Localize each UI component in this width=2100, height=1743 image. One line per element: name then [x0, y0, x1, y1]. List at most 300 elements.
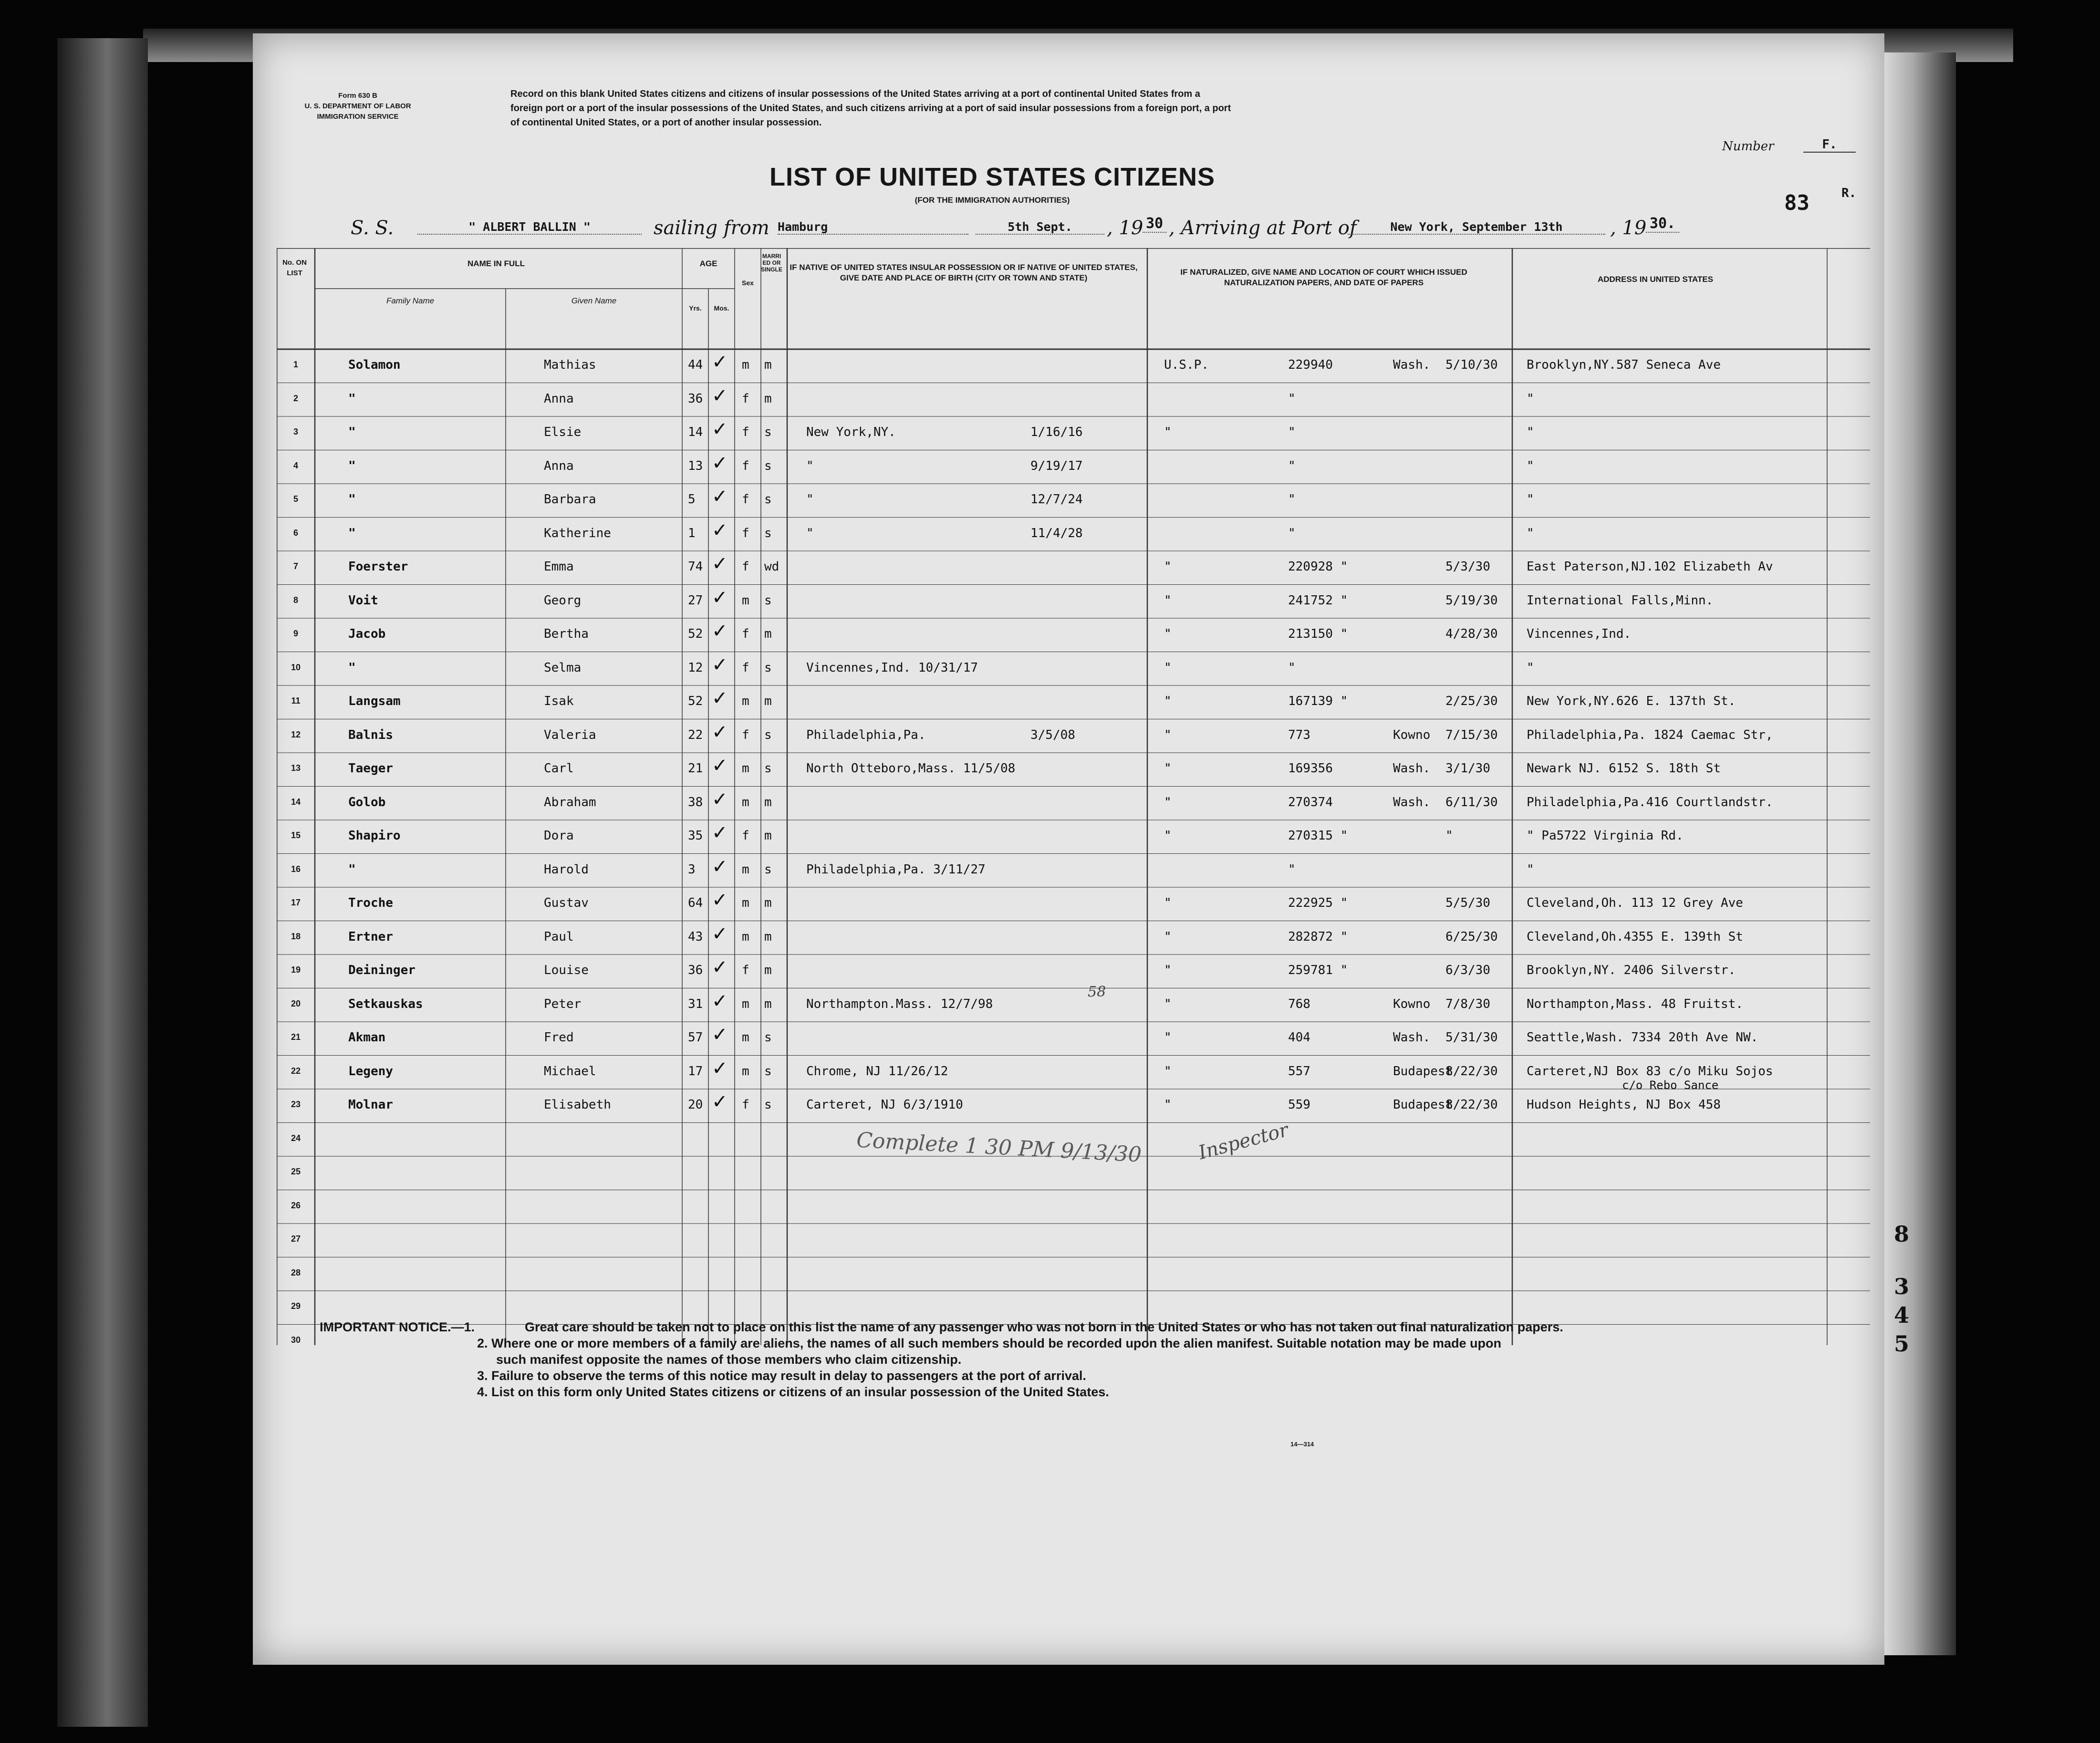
family-name: Troche [348, 896, 393, 910]
address: Brooklyn,NY. 2406 Silverstr. [1527, 963, 1736, 977]
marital-status: m [764, 627, 772, 641]
family-name: Setkauskas [348, 996, 423, 1011]
checkmark-icon: ✓ [712, 418, 728, 440]
checkmark-icon: ✓ [712, 687, 728, 709]
checkmark-icon: ✓ [712, 755, 728, 777]
naturalization-court-type: " [1164, 795, 1172, 809]
checkmark-icon: ✓ [712, 889, 728, 911]
naturalization-cert-number: 220928 " [1288, 560, 1348, 574]
header-naturalized: IF NATURALIZED, GIVE NAME AND LOCATION OF COURT WHICH ISSUED NATURALIZATION PAPERS, AND DATE OF PAPERS [1180, 268, 1467, 287]
birth-place: Vincennes,Ind. 10/31/17 [806, 660, 978, 675]
family-name: " [348, 425, 356, 439]
header-family-name: Family Name [386, 296, 435, 305]
instruction-line: foreign port or a port of the insular possessions of the United States, and such citizens arriving at a port of said insular possessions from a foreign port, a port [510, 103, 1231, 114]
birth-date: 11/4/28 [1030, 526, 1083, 540]
address: Brooklyn,NY.587 Seneca Ave [1527, 358, 1721, 372]
checkmark-icon: ✓ [712, 553, 728, 575]
birth-place: New York,NY. [806, 425, 896, 439]
marital-status: s [764, 458, 772, 473]
naturalization-date: 8/22/30 [1445, 1064, 1498, 1079]
family-name: " [348, 660, 356, 675]
handwritten-completion-note: Complete 1 30 PM 9/13/30 [856, 1128, 1143, 1167]
sex: m [742, 1064, 749, 1079]
naturalization-cert-number: 768 [1288, 996, 1310, 1011]
header-birth: IF NATIVE OF UNITED STATES INSULAR POSSESSION OR IF NATIVE OF UNITED STATES, GIVE DATE AND PLACE OF BIRTH (CITY OR TOWN AND STATE) [790, 263, 1138, 282]
naturalization-date: 2/25/30 [1445, 694, 1498, 708]
family-name: Voit [348, 593, 378, 608]
naturalization-court-location: Wash. [1393, 358, 1431, 372]
birth-date: 9/19/17 [1030, 458, 1083, 473]
family-name: Solamon [348, 358, 401, 372]
notice-heading: IMPORTANT NOTICE.—1. [320, 1320, 475, 1334]
marital-status: wd [764, 560, 780, 574]
given-name: Anna [544, 391, 574, 406]
given-name: Peter [544, 996, 582, 1011]
naturalization-court-type: U.S.P. [1164, 358, 1209, 372]
document-title: LIST OF UNITED STATES CITIZENS [769, 163, 1215, 191]
naturalization-court-location: Budapest [1393, 1064, 1453, 1079]
row-number: 18 [291, 931, 301, 941]
sex: m [742, 795, 749, 809]
sex: f [742, 492, 749, 507]
header-no-on-list: No. ON LIST [282, 259, 307, 277]
naturalization-court-type: " [1164, 425, 1172, 439]
edge-mark: 3 [1894, 1274, 1910, 1299]
row-number: 15 [291, 830, 301, 840]
naturalization-court-type: " [1164, 1098, 1172, 1112]
row-number: 25 [291, 1167, 301, 1176]
given-name: Carl [544, 761, 574, 776]
checkmark-icon: ✓ [712, 788, 728, 810]
age-years: 35 [688, 829, 703, 843]
naturalization-court-type: " [1164, 560, 1172, 574]
naturalization-court-location: Budapest [1393, 1098, 1453, 1112]
address: Newark NJ. 6152 S. 18th St [1527, 761, 1721, 776]
notice-item: such manifest opposite the names of those members who claim citizenship. [496, 1352, 962, 1367]
sex: f [742, 425, 749, 439]
form-identifier [296, 91, 420, 122]
address: Philadelphia,Pa. 1824 Caemac Str, [1527, 727, 1773, 742]
year-prefix: , 19 [1107, 217, 1144, 239]
birth-place: " [806, 492, 814, 507]
handwritten-correction: 58 [1088, 983, 1106, 1000]
family-name: " [348, 526, 356, 540]
age-years: 20 [688, 1098, 703, 1112]
address: Cleveland,Oh. 113 12 Grey Ave [1527, 896, 1743, 910]
adjacent-page-edge [1884, 52, 1956, 1655]
row-number: 29 [291, 1301, 301, 1311]
age-years: 44 [688, 358, 703, 372]
age-years: 3 [688, 862, 696, 877]
row-number: 4 [293, 460, 298, 470]
sex: m [742, 694, 749, 708]
address: Cleveland,Oh.4355 E. 139th St [1527, 929, 1743, 944]
family-name: " [348, 862, 356, 877]
arriving-label: , Arriving at Port of [1169, 217, 1357, 239]
sex: f [742, 727, 749, 742]
naturalization-court-type: " [1164, 896, 1172, 910]
naturalization-cert-number: 229940 [1288, 358, 1333, 372]
sex: f [742, 963, 749, 977]
header-yrs: Yrs. [689, 304, 702, 312]
naturalization-date: 6/11/30 [1445, 795, 1498, 809]
year-2: 30. [1646, 215, 1679, 233]
age-years: 31 [688, 996, 703, 1011]
naturalization-court-type: " [1164, 996, 1172, 1011]
sex: m [742, 761, 749, 776]
passenger-table [277, 248, 1870, 1345]
sex: f [742, 458, 749, 473]
address: International Falls,Minn. [1527, 593, 1714, 608]
marital-status: s [764, 526, 772, 540]
naturalization-court-type: " [1164, 1064, 1172, 1079]
age-years: 5 [688, 492, 696, 507]
checkmark-icon: ✓ [712, 519, 728, 541]
address: " [1527, 391, 1534, 406]
naturalization-cert-number: 404 [1288, 1030, 1310, 1045]
notice-item: Great care should be taken not to place on this list the name of any passenger who was not born in the United States or who has not taken out final naturalization papers. [525, 1320, 1563, 1334]
checkmark-icon: ✓ [712, 486, 728, 508]
checkmark-icon: ✓ [712, 1024, 728, 1046]
edge-mark: 8 [1894, 1221, 1910, 1247]
edge-mark: 5 [1894, 1331, 1910, 1357]
address: Philadelphia,Pa.416 Courtlandstr. [1527, 795, 1773, 809]
arrival-port-date: New York, September 13th [1348, 220, 1605, 235]
row-number: 17 [291, 898, 301, 907]
birth-place: " [806, 458, 814, 473]
sex: f [742, 560, 749, 574]
address: Carteret,NJ Box 83 c/o Miku Sojos [1527, 1064, 1773, 1079]
age-years: 21 [688, 761, 703, 776]
notice-item: 3. Failure to observe the terms of this notice may result in delay to passengers at the port of arrival. [477, 1369, 1086, 1383]
naturalization-court-type: " [1164, 929, 1172, 944]
address: " Pa5722 Virginia Rd. [1527, 829, 1684, 843]
family-name: " [348, 492, 356, 507]
age-years: 64 [688, 896, 703, 910]
sex: f [742, 1098, 749, 1112]
naturalization-date: 5/10/30 [1445, 358, 1498, 372]
naturalization-date: 8/22/30 [1445, 1098, 1498, 1112]
departure-port: Hamburg [778, 220, 968, 235]
naturalization-court-type: " [1164, 627, 1172, 641]
row-number: 27 [291, 1234, 301, 1244]
checkmark-icon: ✓ [712, 384, 728, 407]
family-name: Akman [348, 1030, 386, 1045]
family-name: " [348, 458, 356, 473]
naturalization-date: 5/3/30 [1445, 560, 1490, 574]
age-years: 12 [688, 660, 703, 675]
address: " [1527, 660, 1534, 675]
marital-status: m [764, 694, 772, 708]
naturalization-court-location: Wash. [1393, 795, 1431, 809]
birth-place: North Otteboro,Mass. 11/5/08 [806, 761, 1016, 776]
naturalization-cert-number: 559 [1288, 1098, 1310, 1112]
row-number: 5 [293, 494, 298, 504]
row-number: 30 [291, 1335, 301, 1345]
naturalization-cert-number: 282872 " [1288, 929, 1348, 944]
header-married-single: MARRIED OR SINGLE [761, 253, 782, 273]
naturalization-date: 5/5/30 [1445, 896, 1490, 910]
given-name: Mathias [544, 358, 596, 372]
header-name-in-full: NAME IN FULL [468, 259, 525, 268]
naturalization-date: 7/8/30 [1445, 996, 1490, 1011]
naturalization-court-type: " [1164, 829, 1172, 843]
naturalization-cert-number: 222925 " [1288, 896, 1348, 910]
given-name: Anna [544, 458, 574, 473]
row-number: 11 [291, 696, 301, 706]
given-name: Isak [544, 694, 574, 708]
year-1: 30 [1143, 215, 1166, 233]
marital-status: m [764, 358, 772, 372]
number-label: Number [1722, 139, 1774, 154]
checkmark-icon: ✓ [712, 990, 728, 1012]
age-years: 57 [688, 1030, 703, 1045]
checkmark-icon: ✓ [712, 620, 728, 642]
marital-status: m [764, 896, 772, 910]
marital-status: s [764, 660, 772, 675]
naturalization-date: 6/3/30 [1445, 963, 1490, 977]
row-number: 3 [293, 427, 298, 436]
naturalization-court-location: Kowno [1393, 996, 1431, 1011]
row-number: 8 [293, 595, 298, 605]
naturalization-court-type: " [1164, 761, 1172, 776]
checkmark-icon: ✓ [712, 855, 728, 878]
given-name: Elsie [544, 425, 582, 439]
marital-status: s [764, 492, 772, 507]
sail-date: 5th Sept. [976, 220, 1104, 235]
sailing-label: sailing from [654, 217, 769, 239]
checkmark-icon: ✓ [712, 654, 728, 676]
age-years: 17 [688, 1064, 703, 1079]
department-name: U. S. DEPARTMENT OF LABOR [304, 102, 411, 110]
header-sex: Sex [742, 279, 754, 287]
given-name: Katherine [544, 526, 611, 540]
row-number: 21 [291, 1032, 301, 1042]
birth-date: 1/16/16 [1030, 425, 1083, 439]
number-value: F. [1803, 137, 1856, 153]
checkmark-icon: ✓ [712, 586, 728, 609]
naturalization-date: 3/1/30 [1445, 761, 1490, 776]
sex: f [742, 391, 749, 406]
header-given-name: Given Name [571, 296, 617, 305]
family-name: " [348, 391, 356, 406]
address: Vincennes,Ind. [1527, 627, 1632, 641]
row-number: 20 [291, 998, 301, 1008]
row-number: 9 [293, 629, 298, 638]
address: " [1527, 458, 1534, 473]
address: East Paterson,NJ.102 Elizabeth Av [1527, 560, 1773, 574]
birth-place: Chrome, NJ 11/26/12 [806, 1064, 948, 1079]
binder-spine [57, 38, 148, 1727]
instruction-line: of continental United States, or a port of another insular possession. [510, 117, 822, 128]
given-name: Barbara [544, 492, 596, 507]
row-number: 7 [293, 561, 298, 571]
given-name: Gustav [544, 896, 589, 910]
ship-name: " ALBERT BALLIN " [417, 220, 642, 235]
address: Northampton,Mass. 48 Fruitst. [1527, 996, 1743, 1011]
naturalization-cert-number: 270374 [1288, 795, 1333, 809]
naturalization-cert-number: " [1288, 862, 1296, 877]
row-number: 2 [293, 393, 298, 403]
naturalization-cert-number: " [1288, 492, 1296, 507]
age-years: 22 [688, 727, 703, 742]
age-years: 36 [688, 963, 703, 977]
year-prefix: , 19 [1610, 217, 1647, 239]
checkmark-icon: ✓ [712, 721, 728, 743]
family-name: Foerster [348, 560, 408, 574]
given-name: Selma [544, 660, 582, 675]
age-years: 52 [688, 694, 703, 708]
checkmark-icon: ✓ [712, 923, 728, 945]
family-name: Legeny [348, 1064, 393, 1079]
marital-status: s [764, 1064, 772, 1079]
sex: f [742, 526, 749, 540]
naturalization-cert-number: 259781 " [1288, 963, 1348, 977]
marital-status: s [764, 593, 772, 608]
inspector-signature: Inspector [1196, 1119, 1291, 1164]
family-name: Jacob [348, 627, 386, 641]
family-name: Shapiro [348, 829, 401, 843]
naturalization-cert-number: 213150 " [1288, 627, 1348, 641]
marital-status: s [764, 761, 772, 776]
row-number: 10 [291, 662, 301, 672]
checkmark-icon: ✓ [712, 351, 728, 373]
naturalization-cert-number: " [1288, 660, 1296, 675]
given-name: Georg [544, 593, 582, 608]
age-years: 74 [688, 560, 703, 574]
sex: m [742, 996, 749, 1011]
document-subtitle: (FOR THE IMMIGRATION AUTHORITIES) [915, 196, 1070, 205]
naturalization-date: 5/19/30 [1445, 593, 1498, 608]
naturalization-cert-number: 557 [1288, 1064, 1310, 1079]
birth-place: Philadelphia,Pa. 3/11/27 [806, 862, 986, 877]
manifest-sheet [253, 33, 1884, 1665]
naturalization-cert-number: " [1288, 526, 1296, 540]
age-years: 36 [688, 391, 703, 406]
given-name: Michael [544, 1064, 596, 1079]
marital-status: s [764, 862, 772, 877]
given-name: Elisabeth [544, 1098, 611, 1112]
row-number: 14 [291, 797, 301, 807]
naturalization-court-type: " [1164, 727, 1172, 742]
naturalization-cert-number: 169356 [1288, 761, 1333, 776]
row-number: 6 [293, 528, 298, 538]
naturalization-cert-number: " [1288, 458, 1296, 473]
address: New York,NY.626 E. 137th St. [1527, 694, 1736, 708]
naturalization-cert-number: 270315 " [1288, 829, 1348, 843]
naturalization-court-type: " [1164, 963, 1172, 977]
marital-status: s [764, 425, 772, 439]
page-suffix: R. [1841, 186, 1857, 200]
age-years: 13 [688, 458, 703, 473]
row-number: 19 [291, 965, 301, 975]
service-name: IMMIGRATION SERVICE [317, 113, 399, 121]
naturalization-date: 7/15/30 [1445, 727, 1498, 742]
family-name: Molnar [348, 1098, 393, 1112]
given-name: Dora [544, 829, 574, 843]
naturalization-cert-number: 773 [1288, 727, 1310, 742]
age-years: 1 [688, 526, 696, 540]
naturalization-date: 5/31/30 [1445, 1030, 1498, 1045]
birth-place: " [806, 526, 814, 540]
row-number: 23 [291, 1100, 301, 1109]
family-name: Deininger [348, 963, 416, 977]
sex: f [742, 627, 749, 641]
naturalization-court-location: Wash. [1393, 761, 1431, 776]
address: " [1527, 526, 1534, 540]
checkmark-icon: ✓ [712, 822, 728, 844]
marital-status: m [764, 829, 772, 843]
edge-mark: 4 [1894, 1302, 1910, 1328]
marital-status: m [764, 996, 772, 1011]
row-number: 16 [291, 864, 301, 874]
sex: m [742, 1030, 749, 1045]
header-mos: Mos. [714, 304, 729, 312]
age-years: 43 [688, 929, 703, 944]
row-number: 12 [291, 729, 301, 739]
given-name: Valeria [544, 727, 596, 742]
marital-status: s [764, 1098, 772, 1112]
naturalization-court-type: " [1164, 694, 1172, 708]
row-number: 1 [293, 360, 298, 369]
given-name: Abraham [544, 795, 596, 809]
birth-date: 3/5/08 [1030, 727, 1075, 742]
family-name: Golob [348, 795, 386, 809]
sex: m [742, 862, 749, 877]
family-name: Ertner [348, 929, 393, 944]
naturalization-cert-number: 241752 " [1288, 593, 1348, 608]
family-name: Balnis [348, 727, 393, 742]
marital-status: m [764, 963, 772, 977]
marital-status: s [764, 1030, 772, 1045]
row-number: 24 [291, 1133, 301, 1143]
address: " [1527, 862, 1534, 877]
checkmark-icon: ✓ [712, 1057, 728, 1079]
naturalization-cert-number: " [1288, 391, 1296, 406]
row-number: 28 [291, 1267, 301, 1277]
row-number: 13 [291, 763, 301, 773]
sex: m [742, 358, 749, 372]
form-number: Form 630 B [338, 92, 377, 100]
form-print-code: 14—314 [1290, 1441, 1314, 1448]
naturalization-date: 6/25/30 [1445, 929, 1498, 944]
naturalization-date: 4/28/30 [1445, 627, 1498, 641]
sex: m [742, 929, 749, 944]
birth-place: Carteret, NJ 6/3/1910 [806, 1098, 963, 1112]
address: Hudson Heights, NJ Box 458 [1527, 1098, 1721, 1112]
given-name: Fred [544, 1030, 574, 1045]
checkmark-icon: ✓ [712, 452, 728, 474]
record-instructions [510, 87, 1560, 130]
naturalization-court-type: " [1164, 660, 1172, 675]
address: " [1527, 492, 1534, 507]
family-name: Langsam [348, 694, 401, 708]
header-age: AGE [699, 259, 717, 268]
naturalization-court-type: " [1164, 1030, 1172, 1045]
marital-status: s [764, 727, 772, 742]
family-name: Taeger [348, 761, 393, 776]
given-name: Paul [544, 929, 574, 944]
notice-item: 4. List on this form only United States citizens or citizens of an insular possession of the United States. [477, 1385, 1109, 1399]
marital-status: m [764, 795, 772, 809]
birth-place: Philadelphia,Pa. [806, 727, 926, 742]
age-years: 27 [688, 593, 703, 608]
checkmark-icon: ✓ [712, 956, 728, 978]
header-address: ADDRESS IN UNITED STATES [1597, 275, 1714, 284]
ss-label: S. S. [351, 217, 394, 239]
given-name: Louise [544, 963, 589, 977]
given-name: Harold [544, 862, 589, 877]
